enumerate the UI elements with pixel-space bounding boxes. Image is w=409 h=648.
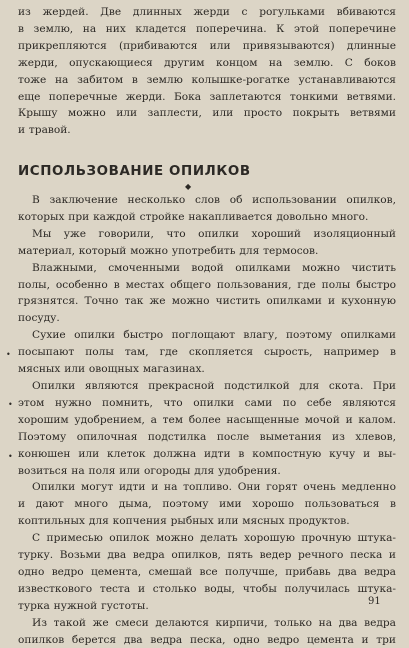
text-line: коптильных для копчения рыбных или мясных продуктов.	[18, 515, 350, 528]
page-number: 91	[368, 596, 381, 607]
ink-mark: ◆	[185, 182, 192, 191]
margin-mark: •	[8, 452, 13, 461]
paragraph	[18, 192, 396, 226]
text-line: Опилки могут идти и на топливо. Они горят очень медленно	[32, 481, 396, 494]
margin-mark: •	[8, 400, 13, 409]
text-line: в землю, на них кладется поперечина. К этой поперечине	[18, 22, 396, 35]
section-heading: ИСПОЛЬЗОВАНИЕ ОПИЛКОВ	[18, 164, 251, 179]
text-line: жерди, опускающиеся другим концом на землю. С боков	[18, 56, 396, 69]
text-line: конюшен или клеток должна идти в компостную кучу и вы-	[18, 447, 396, 460]
text-line: прикрепляются (прибиваются или привязываются) длинные	[18, 39, 396, 52]
text-line: Поэтому опилочная подстилка после выметания из хлевов,	[18, 430, 396, 443]
paragraph	[18, 226, 396, 260]
text-line: и травой.	[18, 124, 71, 137]
text-line: Крышу можно или заплести, или просто покрыть ветвями	[18, 107, 396, 120]
text-line: этом нужно помнить, что опилки сами по себе являются	[18, 396, 396, 409]
text-line: посыпают полы там, где скопляется сырость, например в	[18, 346, 396, 359]
text-line: возиться на поля или огороды для удобрения.	[18, 464, 281, 477]
text-line: опилков берется два ведра песка, одно ведро цемента и три	[18, 633, 396, 646]
text-line: Сухие опилки быстро поглощают влагу, поэтому опилками	[32, 329, 396, 342]
text-line: и дают много дыма, поэтому ими хорошо пользоваться в	[18, 498, 396, 511]
text-line: хорошим удобрением, а тем более насыщенные мочой и калом.	[18, 413, 396, 426]
text-line: полы, особенно в местах общего пользования, где полы быстро	[18, 278, 396, 291]
paragraph	[18, 530, 396, 615]
intro-paragraph	[18, 4, 396, 139]
text-line: В заключение несколько слов об использовании опилков,	[32, 194, 396, 206]
text-line: еще поперечные жерди. Бока заплетаются тонкими ветвями.	[18, 90, 396, 103]
text-line: Из такой же смеси делаются кирпичи, только на два ведра	[32, 616, 396, 629]
text-line: известкового теста и столько воды, чтобы получилась штука-	[18, 582, 396, 595]
text-line: которых при каждой стройке накапливается довольно много.	[18, 210, 369, 223]
text-line: турка нужной густоты.	[18, 599, 149, 612]
text-line: тоже на забитом в землю колышке-рогатке устанавливаются	[18, 73, 396, 86]
text-line: Мы уже говорили, что опилки хороший изоляционный	[32, 227, 396, 240]
text-line: Опилки являются прекрасной подстилкой для скота. При	[32, 379, 396, 392]
body-text	[18, 192, 396, 648]
paragraph	[18, 260, 396, 328]
text-line: материал, который можно употребить для термосов.	[18, 244, 319, 257]
text-line: одно ведро цемента, смешай все получше, прибавь два ведра	[18, 565, 396, 578]
text-line: С примесью опилок можно делать хорошую прочную штука-	[32, 532, 396, 545]
text-line: посуду.	[18, 312, 60, 325]
margin-mark: •	[6, 350, 11, 359]
paragraph	[18, 615, 396, 648]
paragraph	[18, 378, 396, 479]
paragraph	[18, 327, 396, 378]
text-line: Влажными, смоченными водой опилками можно чистить	[32, 261, 396, 274]
paragraph	[18, 479, 396, 530]
text-line: мясных или овощных магазинах.	[18, 363, 205, 376]
text-line: грязнятся. Точно так же можно чистить опилками и кухонную	[18, 295, 396, 308]
text-line: турку. Возьми два ведра опилков, пять ведер речного песка и	[18, 549, 396, 562]
text-line: из жердей. Две длинных жерди с рогульками вбиваются	[18, 6, 396, 18]
